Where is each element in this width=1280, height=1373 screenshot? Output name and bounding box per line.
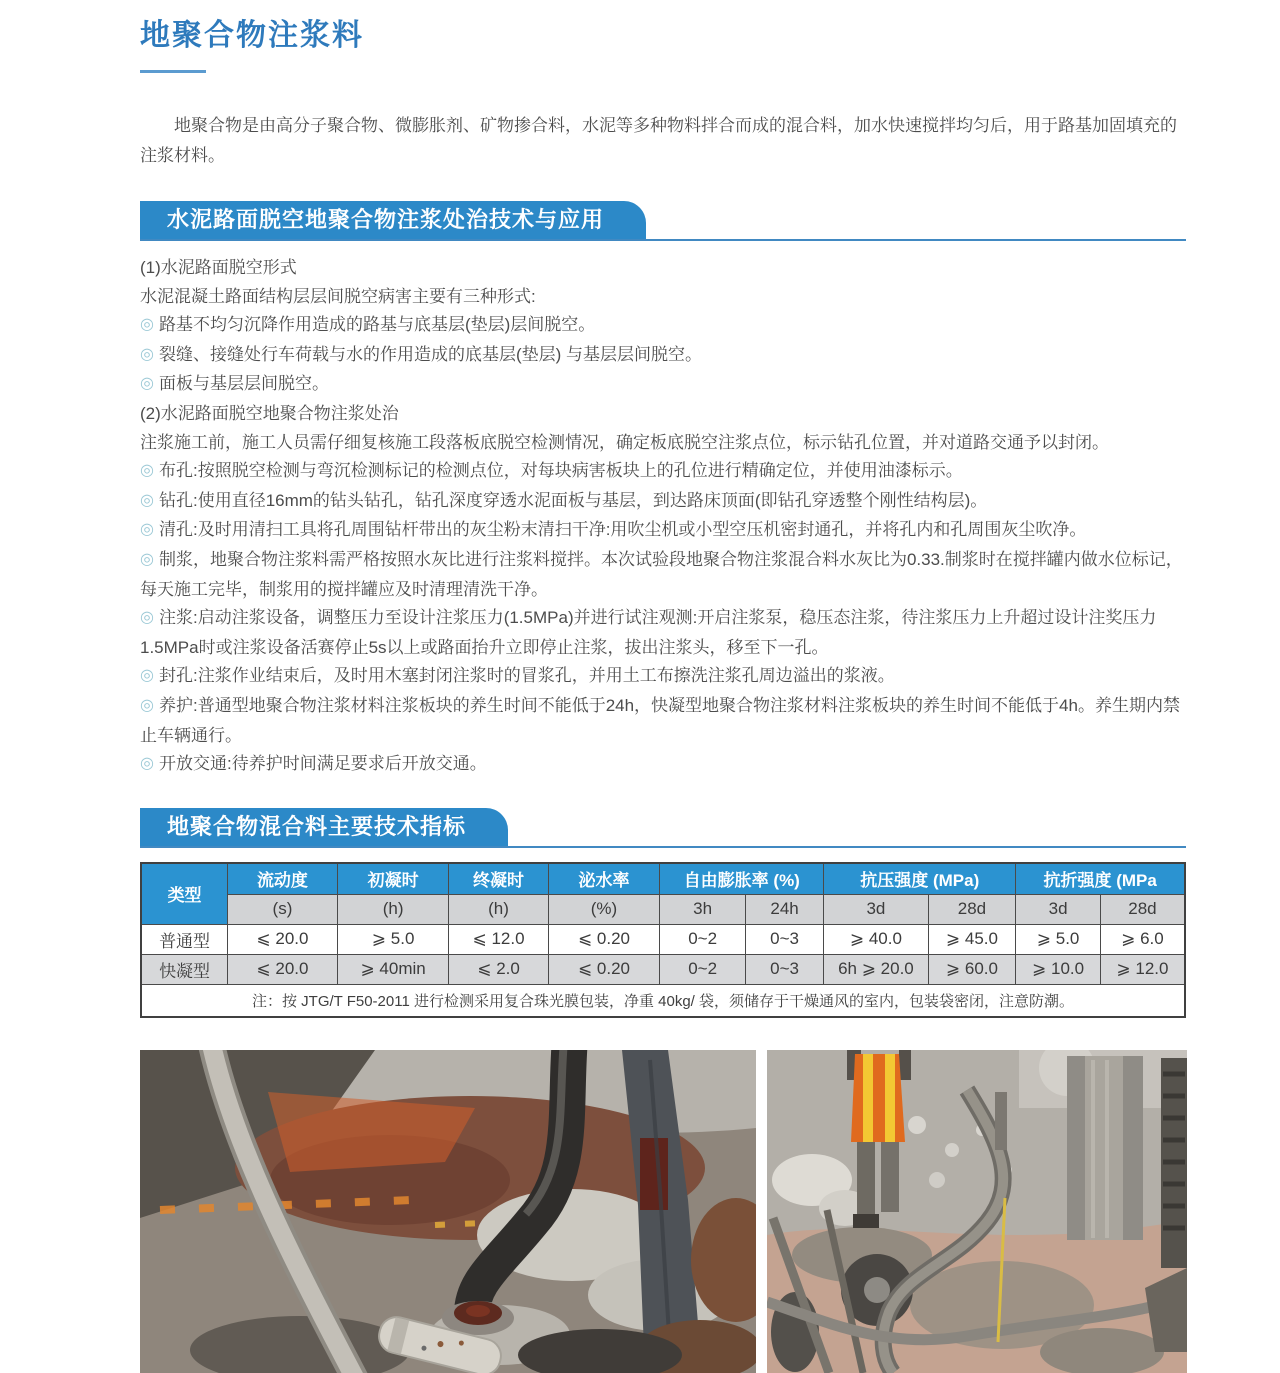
paragraph-text: (1)水泥路面脱空形式 (140, 258, 297, 277)
table-note: 注：按 JTG/T F50-2011 进行检测采用复合珠光膜包装，净重 40kg/ 袋，须储存于干燥通风的室内，包装袋密闭，注意防潮。 (141, 984, 1185, 1017)
bullet-item (140, 516, 1186, 546)
ring-bullet-icon: ◎ (140, 609, 154, 627)
bullet-text: 注浆:启动注浆设备，调整压力至设计注浆压力(1.5MPa)并进行试注观测:开启注浆泵，稳压态注浆，待注浆压力上升超过设计注奖压力1.5MPa时或注浆设备活赛停止5s以上或路面抬升立即停止注浆，拔出注浆头，移至下一孔。 (140, 608, 1157, 657)
paragraph-text: (2)水泥路面脱空地聚合物注浆处治 (140, 403, 399, 423)
header-compressive: 抗压强度 (MPa) (824, 863, 1016, 895)
page-content (140, 0, 1186, 1373)
photo-grouting-hose-pavement (140, 1050, 756, 1373)
cell: ⩾ 6.0 (1100, 924, 1185, 954)
paragraph-text: 水泥混凝土路面结构层层间脱空病害主要有三种形式: (140, 286, 536, 306)
header-type: 类型 (141, 863, 228, 925)
ring-bullet-icon: ◎ (140, 462, 154, 480)
cell: 普通型 (141, 924, 228, 954)
unit-s: (s) (228, 894, 338, 924)
ring-bullet-icon: ◎ (140, 375, 154, 393)
bullet-text: 制浆，地聚合物注浆料需严格按照水灰比进行注浆料搅拌。本次试验段地聚合物注浆混合料水灰比为0.33.制浆时在搅拌罐内做水位标记，每天施工完毕，制浆用的搅拌罐应及时清理清洗干净。 (140, 549, 1183, 599)
cell: ⩾ 45.0 (928, 924, 1016, 954)
unit-pct: (%) (548, 894, 660, 924)
cell: 6h ⩾ 20.0 (824, 954, 928, 984)
ring-bullet-icon: ◎ (140, 345, 154, 363)
cell: ⩾ 60.0 (928, 954, 1016, 984)
bullet-item (140, 662, 1186, 692)
cell: 0~2 (660, 954, 746, 984)
sub-28d-comp: 28d (928, 894, 1016, 924)
sub-3d-flex: 3d (1016, 894, 1101, 924)
bullet-text: 清孔:及时用清扫工具将孔周围钻杆带出的灰尘粉末清扫干净:用吹尘机或小型空压机密封通孔，并将孔内和孔周围灰尘吹净。 (158, 520, 1087, 540)
header-bleeding: 泌水率 (548, 863, 660, 895)
cell: ⩾ 12.0 (1100, 954, 1185, 984)
sub-24h: 24h (745, 894, 823, 924)
grout-pipe (995, 1092, 1007, 1150)
bullet-text: 钻孔:使用直径16mm的钻头钻孔，钻孔深度穿透水泥面板与基层，到达路床顶面(即钻孔穿透整个刚性结构层)。 (158, 490, 988, 510)
photo-strip (140, 1050, 1186, 1373)
section1-banner (140, 201, 1186, 241)
ring-bullet-icon: ◎ (140, 491, 154, 509)
bullet-text: 布孔:按照脱空检测与弯沉检测标记的检测点位，对每块病害板块上的孔位进行精确定位，并使用油漆标示。 (158, 461, 963, 481)
bullet-text: 养护:普通型地聚合物注浆材料注浆板块的养生时间不能低于24h，快凝型地聚合物注浆材料注浆板块的养生时间不能低于4h。养生期内禁止车辆通行。 (140, 695, 1180, 745)
bullet-item (140, 692, 1186, 750)
table-header-row-1 (141, 863, 1185, 895)
ring-bullet-icon: ◎ (140, 316, 154, 334)
paragraph (140, 254, 1186, 283)
bullet-item (140, 457, 1186, 487)
cell: ⩾ 5.0 (337, 924, 449, 954)
ring-bullet-icon: ◎ (140, 755, 154, 773)
bullet-item (140, 370, 1186, 400)
bullet-item (140, 750, 1186, 780)
cell: ⩾ 40.0 (824, 924, 928, 954)
bullet-item (140, 546, 1186, 604)
table-note-row (141, 984, 1185, 1017)
table-row-fast-setting (141, 954, 1185, 984)
ring-bullet-icon: ◎ (140, 696, 154, 714)
section2-heading: 地聚合物混合料主要技术指标 (140, 808, 508, 846)
cell: ⩽ 0.20 (548, 924, 660, 954)
bullet-text: 封孔:注浆作业结束后，及时用木塞封闭注浆时的冒浆孔，并用土工布擦洗注浆孔周边溢出的浆液。 (158, 666, 895, 686)
header-free-expansion: 自由膨胀率 (%) (660, 863, 824, 895)
cell: ⩾ 5.0 (1016, 924, 1101, 954)
cell: 0~3 (745, 924, 823, 954)
cell: ⩽ 0.20 (548, 954, 660, 984)
intro-paragraph: 地聚合物是由高分子聚合物、微膨胀剂、矿物掺合料，水泥等多种物料拌合而成的混合料，加水快速搅拌均匀后，用于路基加固填充的注浆材料。 (140, 116, 1177, 165)
page-title: 地聚合物注浆料 (140, 19, 364, 52)
photo-left-illustration (140, 1050, 756, 1373)
photo-grouting-worksite (767, 1050, 1187, 1373)
sub-28d-flex: 28d (1100, 894, 1185, 924)
paragraph (140, 400, 1186, 429)
cell: ⩽ 12.0 (449, 924, 548, 954)
bullet-text: 路基不均匀沉降作用造成的路基与底基层(垫层)层间脱空。 (158, 315, 596, 335)
header-initial-set: 初凝时 (337, 863, 449, 895)
table-row-ordinary (141, 924, 1185, 954)
section1-heading: 水泥路面脱空地聚合物注浆处治技术与应用 (140, 201, 646, 239)
unit-h1: (h) (337, 894, 449, 924)
section1-body (140, 254, 1186, 780)
bullet-item (140, 311, 1186, 341)
header-flexural: 抗折强度 (MPa (1016, 863, 1185, 895)
paragraph (140, 283, 1186, 312)
section2-banner (140, 808, 1186, 848)
ring-bullet-icon: ◎ (140, 550, 154, 568)
table-header-row-2 (141, 894, 1185, 924)
spec-table (140, 862, 1186, 1018)
sub-3d-comp: 3d (824, 894, 928, 924)
paragraph-text: 注浆施工前，施工人员需仔细复核施工段落板底脱空检测情况，确定板底脱空注浆点位，标示钻孔位置，并对道路交通予以封闭。 (140, 432, 1109, 452)
header-final-set: 终凝时 (449, 863, 548, 895)
bullet-text: 面板与基层层间脱空。 (158, 374, 329, 394)
sub-3h: 3h (660, 894, 746, 924)
bullet-item (140, 604, 1186, 662)
bullet-text: 裂缝、接缝处行车荷载与水的作用造成的底基层(垫层) 与基层层间脱空。 (158, 344, 703, 364)
photo-right-illustration (767, 1050, 1187, 1373)
cell: ⩽ 20.0 (228, 954, 338, 984)
bullet-item (140, 487, 1186, 517)
cell: 0~2 (660, 924, 746, 954)
bullet-item (140, 341, 1186, 371)
unit-h2: (h) (449, 894, 548, 924)
bullet-text: 开放交通:待养护时间满足要求后开放交通。 (158, 754, 487, 774)
cell: ⩽ 20.0 (228, 924, 338, 954)
cell: ⩾ 10.0 (1016, 954, 1101, 984)
title-underline-dash (140, 70, 206, 73)
header-flow: 流动度 (228, 863, 338, 895)
paragraph (140, 429, 1186, 458)
ring-bullet-icon: ◎ (140, 667, 154, 685)
cell: 0~3 (745, 954, 823, 984)
ring-bullet-icon: ◎ (140, 521, 154, 539)
cell: ⩽ 2.0 (449, 954, 548, 984)
cell: 快凝型 (141, 954, 228, 984)
cell: ⩾ 40min (337, 954, 449, 984)
